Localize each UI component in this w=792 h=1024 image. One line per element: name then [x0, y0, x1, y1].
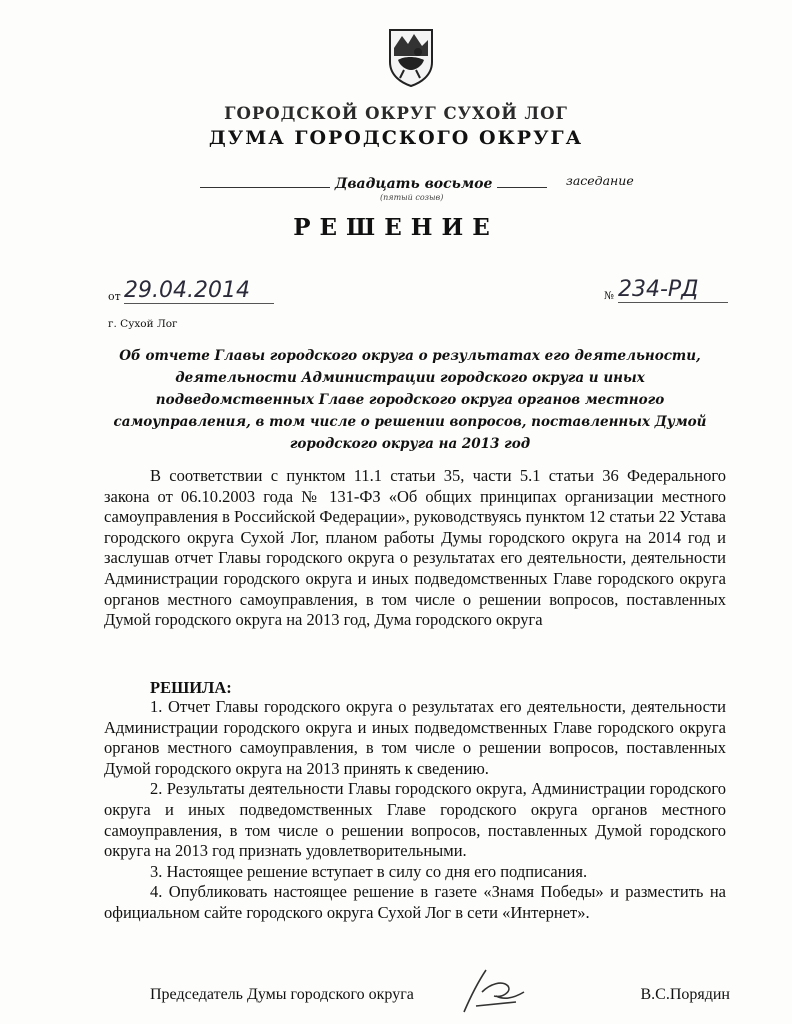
- document-title: Об отчете Главы городского округа о результатах его деятельности, деятельности Администрации городского округа и иных подведомственных Главе городского округа органов местного самоуправления, в том числе о решении вопросов, поставленных Думой городского округа на 2013 год: [113, 348, 707, 452]
- resolution-item: 2. Результаты деятельности Главы городского округа, Администрации городского округа и иных подведомственных Главе городского округа органов местного самоуправления, в том числе о решении вопросов, поставленных Думой городского округа на 2013 год признать удовлетворительными.: [104, 779, 726, 861]
- number-prefix: №: [604, 290, 614, 302]
- signatory-title: Председатель Думы городского округа: [150, 986, 414, 1003]
- session-number-line: [200, 175, 547, 192]
- preamble-paragraph: В соответствии с пунктом 11.1 статьи 35, части 5.1 статьи 36 Федерального закона от 06.10.2003 года № 131-ФЗ «Об общих принципах организации местного самоуправления в Российской Федерации», руководствуясь пунктом 12 статьи 22 Устава городского округа Сухой Лог, планом работы Думы городского округа на 2014 год и заслушав отчет Главы городского округа о результатах его деятельности, деятельности Администрации городского округа и иных подведомственных Главе городского округа органов местного самоуправления, в том числе о решении вопросов, поставленных Думой городского округа на 2013 год, Дума городского округа: [104, 466, 727, 630]
- coat-of-arms-icon: [386, 26, 436, 88]
- resolution-item: 1. Отчет Главы городского округа о результатах его деятельности, деятельности Администрации городского округа и иных подведомственных Главе городского округа органов местного самоуправления, в том числе о решении вопросов, поставленных Думой городского округа на 2013 принять к сведению.: [104, 697, 726, 778]
- date-value: 29.04.2014: [124, 278, 274, 304]
- date-prefix: от: [108, 290, 121, 303]
- convocation-label: (пятый созыв): [380, 193, 444, 202]
- city-label: г. Сухой Лог: [108, 318, 178, 330]
- handwritten-signature: [456, 962, 536, 1018]
- resolution-items: [104, 697, 726, 924]
- resolved-label: РЕШИЛА:: [150, 678, 232, 697]
- session-number: Двадцать восьмое: [334, 176, 493, 192]
- resolution-item: 3. Настоящее решение вступает в силу со дня его подписания.: [150, 861, 588, 881]
- resolution-item: 4. Опубликовать настоящее решение в газете «Знамя Победы» и разместить на официальном сайте городского округа Сухой Лог в сети «Интернет».: [104, 882, 726, 922]
- signatory-name: В.С.Порядин: [640, 986, 730, 1003]
- council-name: ДУМА ГОРОДСКОГО ОКРУГА: [208, 127, 584, 149]
- number-value: 234-РД: [618, 277, 728, 303]
- org-name: ГОРОДСКОЙ ОКРУГ СУХОЙ ЛОГ: [224, 104, 568, 123]
- document-type-heading: РЕШЕНИЕ: [293, 214, 499, 241]
- session-label: заседание: [566, 173, 634, 188]
